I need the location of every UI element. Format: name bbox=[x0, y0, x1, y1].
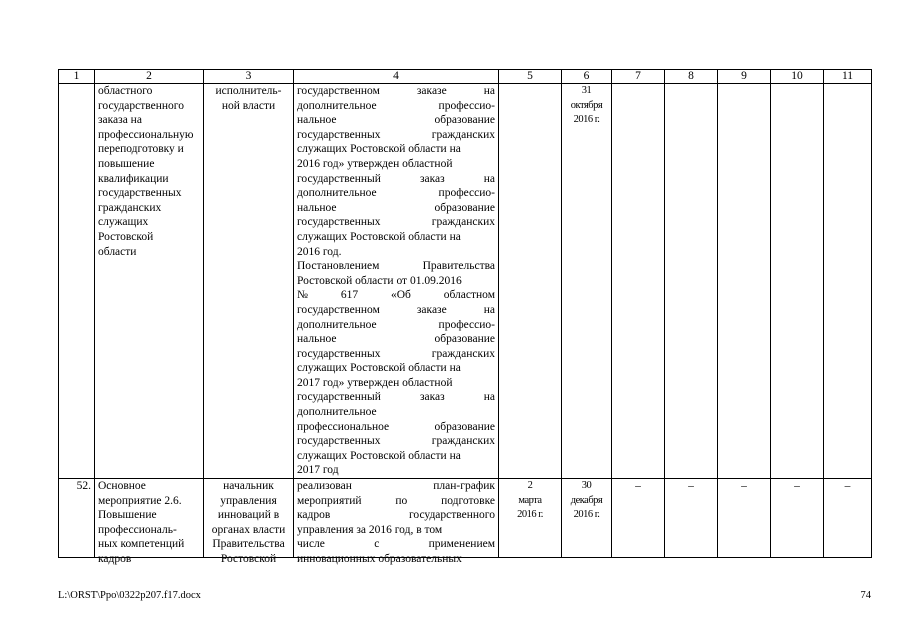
row1-col11 bbox=[824, 84, 872, 479]
row1-result-line bbox=[297, 332, 495, 347]
row1-result-word: заказе bbox=[416, 303, 447, 316]
row1-result-word: 2017 год» утвержден областной bbox=[297, 376, 453, 389]
row1-col10 bbox=[771, 84, 824, 479]
row1-result-word: 2017 год bbox=[297, 464, 339, 477]
row2-responsible-line: начальник bbox=[223, 480, 274, 493]
row1-col9 bbox=[718, 84, 771, 479]
row1-col4 bbox=[294, 84, 499, 479]
row1-result-word: нальное bbox=[297, 201, 337, 214]
row1-event-name-line: гражданских bbox=[98, 201, 162, 214]
row1-result-word: государственных bbox=[297, 435, 381, 448]
row1-result-word: № bbox=[297, 289, 308, 302]
row1-col3 bbox=[204, 84, 294, 479]
row2-result-line bbox=[297, 552, 495, 567]
row1-responsible-line: исполнитель- bbox=[215, 85, 282, 97]
header-col-7: 7 bbox=[612, 70, 665, 84]
row1-event-name-line: государственного bbox=[98, 99, 184, 112]
row1-result-word: государственных bbox=[297, 347, 381, 360]
row1-result-word: дополнительное bbox=[297, 318, 377, 331]
row1-result-word: государственный bbox=[297, 172, 381, 185]
row1-result-line bbox=[297, 259, 495, 274]
row1-result-line bbox=[297, 303, 495, 318]
row1-result bbox=[297, 84, 495, 478]
row2-result-word: государственного bbox=[409, 509, 495, 522]
row2-responsible bbox=[207, 479, 290, 565]
row1-result-line bbox=[297, 186, 495, 201]
row1-event-name-line: областного bbox=[98, 85, 153, 97]
row1-result-word: на bbox=[483, 303, 495, 316]
row1-col7 bbox=[612, 84, 665, 479]
row1-result-line bbox=[297, 113, 495, 128]
row2-result-word: числе bbox=[297, 538, 325, 551]
row1-result-word: на bbox=[483, 85, 495, 97]
row1-actual-date bbox=[565, 84, 608, 128]
row1-result-line bbox=[297, 463, 495, 478]
row1-result-line bbox=[297, 390, 495, 405]
row2-col8: – bbox=[665, 479, 718, 558]
row1-result-line bbox=[297, 420, 495, 435]
row1-result-word: гражданских bbox=[431, 128, 495, 141]
row1-result-word: гражданских bbox=[431, 216, 495, 229]
row2-event-name-line: мероприятие 2.6. bbox=[98, 494, 182, 507]
row1-col1 bbox=[59, 84, 95, 479]
row1-result-word: заказе bbox=[416, 85, 447, 97]
row1-result-word: служащих Ростовской области на bbox=[297, 143, 461, 156]
row2-responsible-line: инноваций в bbox=[217, 509, 280, 522]
row1-event-name-line: переподготовку и bbox=[98, 143, 184, 156]
row2-col7: – bbox=[612, 479, 665, 558]
row1-result-line bbox=[297, 215, 495, 230]
row1-event-name-line: заказа на bbox=[98, 114, 142, 127]
row2-event-name-line: Основное bbox=[98, 480, 146, 493]
row1-event-name-line: повышение bbox=[98, 157, 155, 170]
header-col-3: 3 bbox=[204, 70, 294, 84]
row1-responsible-line: ной власти bbox=[221, 99, 276, 112]
row2-responsible-line: Ростовской bbox=[220, 553, 277, 565]
header-col-6: 6 bbox=[562, 70, 612, 84]
row1-result-word: заказ bbox=[419, 391, 445, 404]
row1-actual-date-line: 2016 г. bbox=[573, 114, 600, 126]
row1-result-word: профессиональное bbox=[297, 420, 390, 433]
header-col-8: 8 bbox=[665, 70, 718, 84]
row1-result-line bbox=[297, 376, 495, 391]
row2-result-word: применением bbox=[428, 538, 495, 551]
row2-actual-date bbox=[565, 479, 608, 523]
row2-col4 bbox=[294, 479, 499, 565]
row1-result-line bbox=[297, 405, 495, 420]
row2-result-word: по bbox=[395, 494, 408, 507]
row2-col1: 52. bbox=[59, 479, 95, 558]
row1-result-line bbox=[297, 84, 495, 99]
row2-responsible-line: управления bbox=[220, 494, 277, 507]
row2-result-line bbox=[297, 494, 495, 509]
row1-result-line bbox=[297, 245, 495, 260]
row2-event-name-line: кадров bbox=[98, 553, 132, 565]
row1-result-word: образование bbox=[434, 114, 495, 127]
row1-result-word: заказ bbox=[419, 172, 445, 185]
row1-actual-date-line: 31 bbox=[581, 85, 592, 96]
header-col-11: 11 bbox=[824, 70, 872, 84]
row2-col9: – bbox=[718, 479, 771, 558]
row1-event-name-line: профессиональную bbox=[98, 128, 194, 141]
row1-result-line bbox=[297, 142, 495, 157]
row1-result-line bbox=[297, 434, 495, 449]
row2-result-word: с bbox=[374, 538, 380, 551]
row1-result-word: 2016 год. bbox=[297, 245, 342, 258]
row1-result-line bbox=[297, 172, 495, 187]
table-row bbox=[59, 479, 872, 558]
row1-result-word: 617 bbox=[340, 289, 359, 302]
header-col-5: 5 bbox=[499, 70, 562, 84]
row1-result-line bbox=[297, 99, 495, 114]
row1-event-name-line: служащих bbox=[98, 216, 149, 229]
row2-col3 bbox=[204, 479, 294, 565]
row1-result-word: образование bbox=[434, 333, 495, 346]
row2-result-word: план-график bbox=[433, 480, 495, 493]
document-table bbox=[58, 69, 872, 565]
row2-result-line bbox=[297, 523, 495, 538]
header-col-4: 4 bbox=[294, 70, 499, 84]
row2-col6 bbox=[562, 479, 612, 558]
header-col-9: 9 bbox=[718, 70, 771, 84]
row1-result-line bbox=[297, 230, 495, 245]
row2-result bbox=[297, 479, 495, 565]
row1-result-word: Ростовской области от 01.09.2016 bbox=[297, 274, 462, 287]
row2-col11: – bbox=[824, 479, 872, 558]
row1-result-word: профессио- bbox=[438, 187, 495, 200]
row2-result-word: мероприятий bbox=[297, 494, 362, 507]
row2-result-word: инновационных образовательных bbox=[297, 553, 462, 565]
header-col-10: 10 bbox=[771, 70, 824, 84]
row2-result-line bbox=[297, 479, 495, 494]
row2-planned-date-line: марта bbox=[518, 494, 542, 506]
row1-col5 bbox=[499, 84, 562, 479]
row1-result-word: профессио- bbox=[438, 99, 495, 112]
row2-event-name-line: профессиональ- bbox=[98, 523, 177, 536]
row1-result-line bbox=[297, 128, 495, 143]
row1-result-line bbox=[297, 347, 495, 362]
row1-result-word: нальное bbox=[297, 333, 337, 346]
row1-result-word: дополнительное bbox=[297, 99, 377, 112]
row1-result-line bbox=[297, 361, 495, 376]
row2-result-word: реализован bbox=[297, 480, 352, 493]
row1-event-name-line: Ростовской bbox=[98, 230, 154, 243]
row2-responsible-line: Правительства bbox=[212, 538, 285, 551]
row1-event-name bbox=[98, 84, 200, 259]
row2-planned-date-line: 2 bbox=[527, 480, 533, 492]
footer-file-path: L:\ORST\Ppo\0322p207.f17.docx bbox=[58, 590, 201, 601]
table-row bbox=[59, 84, 872, 479]
row2-result-line bbox=[297, 537, 495, 552]
row1-result-word: на bbox=[483, 172, 495, 185]
row2-col2 bbox=[95, 479, 204, 565]
row1-result-word: 2016 год» утвержден областной bbox=[297, 157, 453, 170]
row1-actual-date-line: октября bbox=[570, 99, 603, 111]
row1-responsible bbox=[207, 84, 290, 113]
row1-result-word: служащих Ростовской области на bbox=[297, 230, 461, 243]
row1-result-line bbox=[297, 288, 495, 303]
row2-result-line bbox=[297, 508, 495, 523]
row2-result-word: кадров bbox=[297, 509, 331, 522]
row1-result-word: на bbox=[483, 391, 495, 404]
row1-result-word: государственных bbox=[297, 216, 381, 229]
row2-actual-date-line: 2016 г. bbox=[573, 509, 600, 521]
header-row bbox=[59, 70, 872, 84]
row1-result-line bbox=[297, 318, 495, 333]
header-col-2: 2 bbox=[95, 70, 204, 84]
row1-result-word: гражданских bbox=[431, 347, 495, 360]
row2-event-name bbox=[98, 479, 200, 565]
row2-event-name-line: Повышение bbox=[98, 509, 157, 522]
header-col-1: 1 bbox=[59, 70, 95, 84]
row1-result-word: Правительства bbox=[422, 260, 495, 273]
row1-result-word: государственном bbox=[297, 303, 380, 316]
row1-result-word: дополнительное bbox=[297, 406, 377, 419]
row1-result-word: нальное bbox=[297, 114, 337, 127]
row1-result-word: гражданских bbox=[431, 435, 495, 448]
row1-event-name-line: квалификации bbox=[98, 172, 169, 185]
row2-actual-date-line: 30 bbox=[581, 480, 592, 492]
footer-page-number: 74 bbox=[860, 590, 871, 601]
row1-result-word: «Об bbox=[390, 289, 411, 302]
row1-result-word: служащих Ростовской области на bbox=[297, 449, 461, 462]
row2-result-word: подготовке bbox=[441, 494, 495, 507]
row1-col8 bbox=[665, 84, 718, 479]
row2-col5 bbox=[499, 479, 562, 558]
row1-event-name-line: области bbox=[98, 245, 137, 258]
row1-result-word: государственных bbox=[297, 128, 381, 141]
row1-result-word: государственном bbox=[297, 85, 380, 97]
row1-col6 bbox=[562, 84, 612, 479]
row2-planned-date-line: 2016 г. bbox=[517, 509, 543, 521]
row1-result-line bbox=[297, 201, 495, 216]
row1-result-word: областном bbox=[443, 289, 495, 302]
row1-col2 bbox=[95, 84, 204, 479]
row2-event-name-line: ных компетенций bbox=[98, 538, 185, 551]
row1-result-line bbox=[297, 157, 495, 172]
row1-result-word: дополнительное bbox=[297, 187, 377, 200]
row1-result-word: образование bbox=[434, 420, 495, 433]
row1-result-word: служащих Ростовской области на bbox=[297, 362, 461, 375]
row1-result-word: профессио- bbox=[438, 318, 495, 331]
row1-event-name-line: государственных bbox=[98, 187, 182, 200]
row1-result-word: государственный bbox=[297, 391, 381, 404]
row2-col10: – bbox=[771, 479, 824, 558]
row1-result-line bbox=[297, 274, 495, 289]
row2-actual-date-line: декабря bbox=[570, 494, 603, 506]
row2-planned-date bbox=[502, 479, 558, 523]
row2-responsible-line: органах власти bbox=[211, 523, 286, 536]
row1-result-line bbox=[297, 449, 495, 464]
row1-result-word: Постановлением bbox=[297, 260, 380, 273]
row2-result-word: управления за 2016 год, в том bbox=[297, 523, 443, 536]
row1-result-word: образование bbox=[434, 201, 495, 214]
